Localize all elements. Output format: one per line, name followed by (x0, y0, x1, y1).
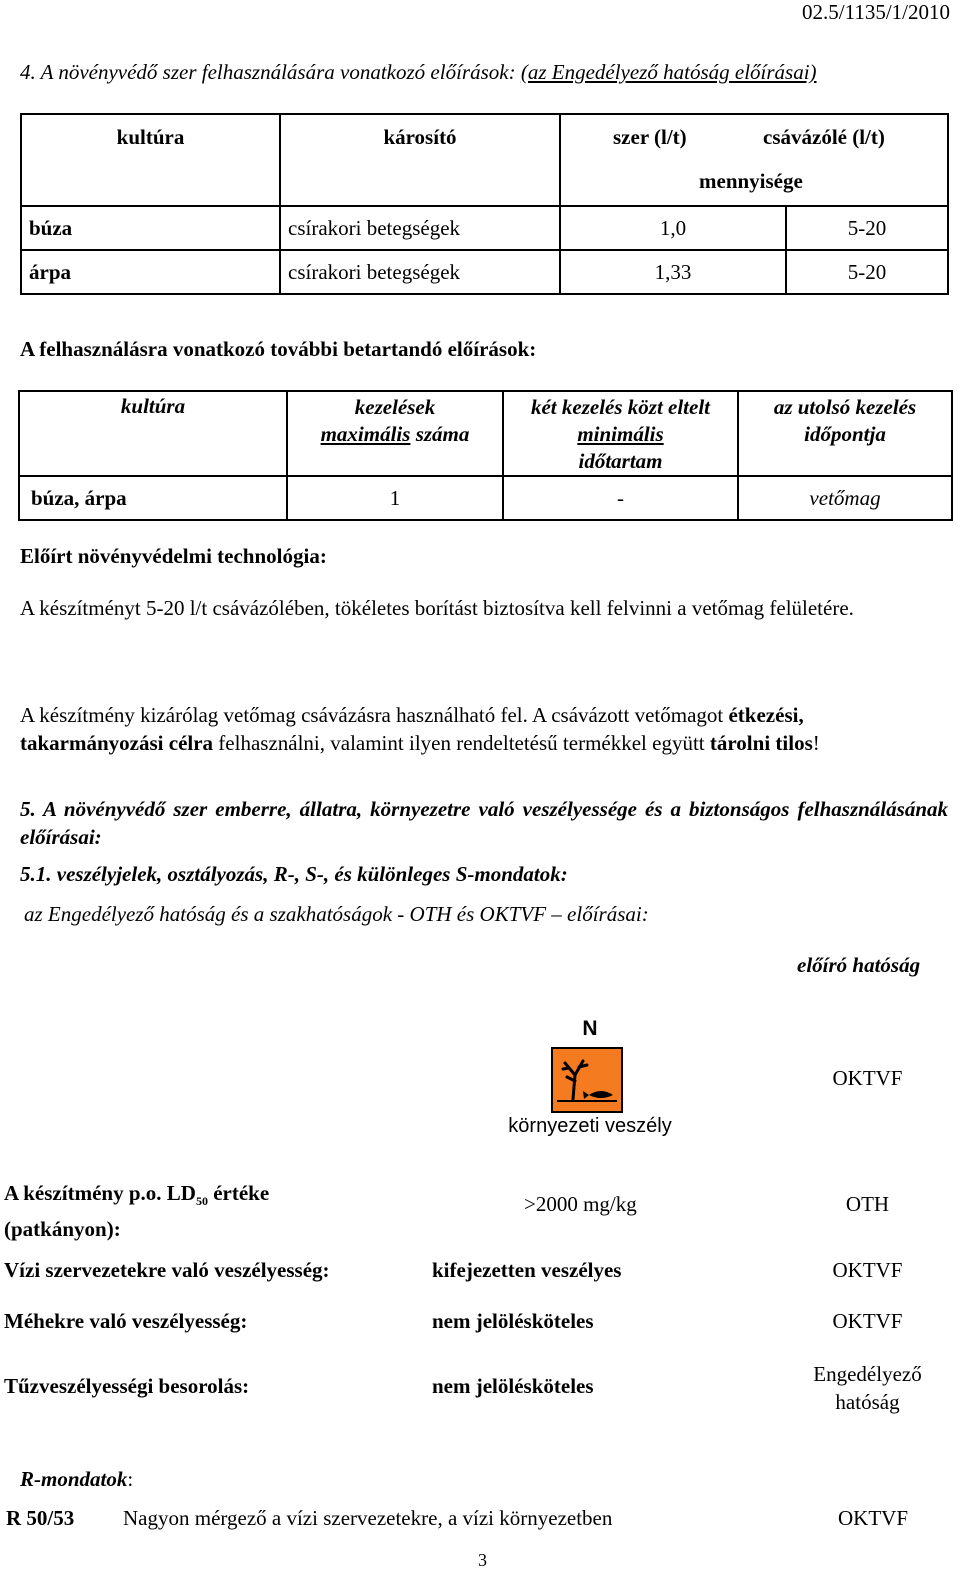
section-4-title (20, 60, 817, 85)
p2-bold-b: takarmányozási célra (20, 731, 214, 755)
water-hazard-label: Vízi szervezetekre való veszélyesség: (4, 1258, 330, 1282)
fire-authority-b: hatóság (835, 1390, 900, 1414)
cell-dressing: 5-20 (786, 250, 948, 294)
p2-text-a: A készítmény kizárólag vetőmag csávázásra használható fel. A csávázott vetőmagot (20, 703, 729, 727)
bee-hazard-authority: OKTVF (832, 1309, 903, 1333)
bee-hazard-value: nem jelölésköteles (432, 1309, 594, 1333)
water-hazard-authority: OKTVF (832, 1258, 903, 1282)
r-phrase-text: Nagyon mérgező a vízi szervezetekre, a vízi környezetben (123, 1506, 613, 1530)
cell-culture: árpa (21, 250, 280, 294)
technology-paragraph-1: A készítményt 5-20 l/t csávázólében, tökéletes borítást biztosítva kell felvinni a vetőmag felületére. (20, 596, 854, 620)
section-4-title-text: 4. A növényvédő szer felhasználására vonatkozó előírások: (20, 60, 516, 84)
header-last-treatment (738, 391, 952, 476)
r-phrases-title-text: R-mondatok (20, 1467, 128, 1491)
r-phrases-title-colon: : (127, 1467, 134, 1491)
fire-hazard-value: nem jelölésköteles (432, 1374, 594, 1398)
technology-paragraph-2 (20, 701, 945, 757)
header-interval-b: minimális (577, 422, 664, 446)
authority-column-header: előíró hatóság (797, 953, 921, 977)
fire-authority-a: Engedélyező (813, 1362, 922, 1386)
hazard-caption: környezeti veszély (508, 1115, 672, 1137)
header-culture: kultúra (19, 391, 287, 476)
hazard-letter: N (582, 1017, 598, 1040)
cell-dressing: 5-20 (786, 206, 948, 250)
treatment-table-header-row (19, 391, 952, 476)
p2-bold-a: étkezési, (728, 703, 804, 727)
usage-table-header-row (21, 114, 948, 206)
document-number: 02.5/1135/1/2010 (802, 0, 950, 24)
treatment-table (18, 390, 953, 521)
ld50-label-b: értéke (207, 1181, 270, 1205)
r-phrases-title (20, 1467, 133, 1492)
header-min-interval (503, 391, 738, 476)
r-phrase-authority: OKTVF (838, 1506, 909, 1530)
fire-hazard-authority (790, 1360, 945, 1416)
dead-tree-fish-icon (551, 1047, 623, 1113)
technology-title: Előírt növényvédelmi technológia: (20, 544, 327, 568)
section-5-1-title: 5.1. veszélyjelek, osztályozás, R-, S-, és különleges S-mondatok: (20, 862, 568, 886)
r-phrase-code: R 50/53 (6, 1506, 75, 1530)
header-culture: kultúra (21, 114, 280, 206)
ld50-value: >2000 mg/kg (524, 1192, 637, 1216)
header-max-a: kezelések (354, 395, 436, 419)
further-rules-title: A felhasználásra vonatkozó további betartandó előírások: (20, 337, 537, 361)
ld50-label-sub: 50 (195, 1194, 208, 1209)
cell-culture: búza, árpa (19, 476, 287, 520)
table-row (19, 476, 952, 520)
table-row (21, 250, 948, 294)
header-max-c: száma (415, 422, 470, 446)
ld50-label (4, 1179, 269, 1243)
ld50-authority: OTH (845, 1192, 890, 1216)
cell-max: 1 (287, 476, 503, 520)
usage-table (20, 113, 949, 295)
header-max-b: maximális (320, 422, 411, 446)
environment-hazard-symbol (490, 1015, 690, 1145)
cell-agent: 1,33 (560, 250, 786, 294)
header-pest: károsító (280, 114, 560, 206)
bee-hazard-label: Méhekre való veszélyesség: (4, 1309, 248, 1333)
header-last-b: időpontja (804, 422, 886, 446)
header-interval-c: időtartam (578, 449, 663, 473)
header-dressing: csávázólé (l/t) (763, 125, 885, 149)
section-5-title: 5. A növényvédő szer emberre, állatra, környezetre való veszélyessége és a biztonságos felhasználásának előírásai: (20, 797, 948, 849)
fire-hazard-label: Tűzveszélyességi besorolás: (4, 1374, 250, 1398)
section-4-title-note: (az Engedélyező hatóság előírásai) (520, 60, 817, 84)
ld50-label-c: (patkányon): (4, 1217, 121, 1242)
header-quantity (560, 114, 948, 206)
ld50-label-a: A készítmény p.o. LD (4, 1181, 196, 1205)
cell-pest: csírakori betegségek (280, 206, 560, 250)
header-interval-a: két kezelés közt eltelt (530, 395, 711, 419)
header-max-treatments (287, 391, 503, 476)
p2-text-b: felhasználni, valamint ilyen rendeltetésű termékkel együtt (213, 731, 710, 755)
page-number: 3 (478, 1550, 487, 1570)
cell-culture: búza (21, 206, 280, 250)
cell-last: vetőmag (738, 476, 952, 520)
cell-interval: - (503, 476, 738, 520)
header-agent: szer (l/t) (613, 125, 687, 149)
table-row (21, 206, 948, 250)
p2-bold-c: tárolni tilos (709, 731, 813, 755)
authorities-note: az Engedélyező hatóság és a szakhatóságok - OTH és OKTVF – előírásai: (24, 902, 649, 926)
water-hazard-value: kifejezetten veszélyes (432, 1258, 622, 1282)
header-last-a: az utolsó kezelés (773, 395, 917, 419)
header-quantity-label: mennyisége (699, 169, 803, 193)
p2-text-c: ! (812, 731, 820, 755)
hazard-authority: OKTVF (832, 1066, 903, 1090)
cell-pest: csírakori betegségek (280, 250, 560, 294)
cell-agent: 1,0 (560, 206, 786, 250)
